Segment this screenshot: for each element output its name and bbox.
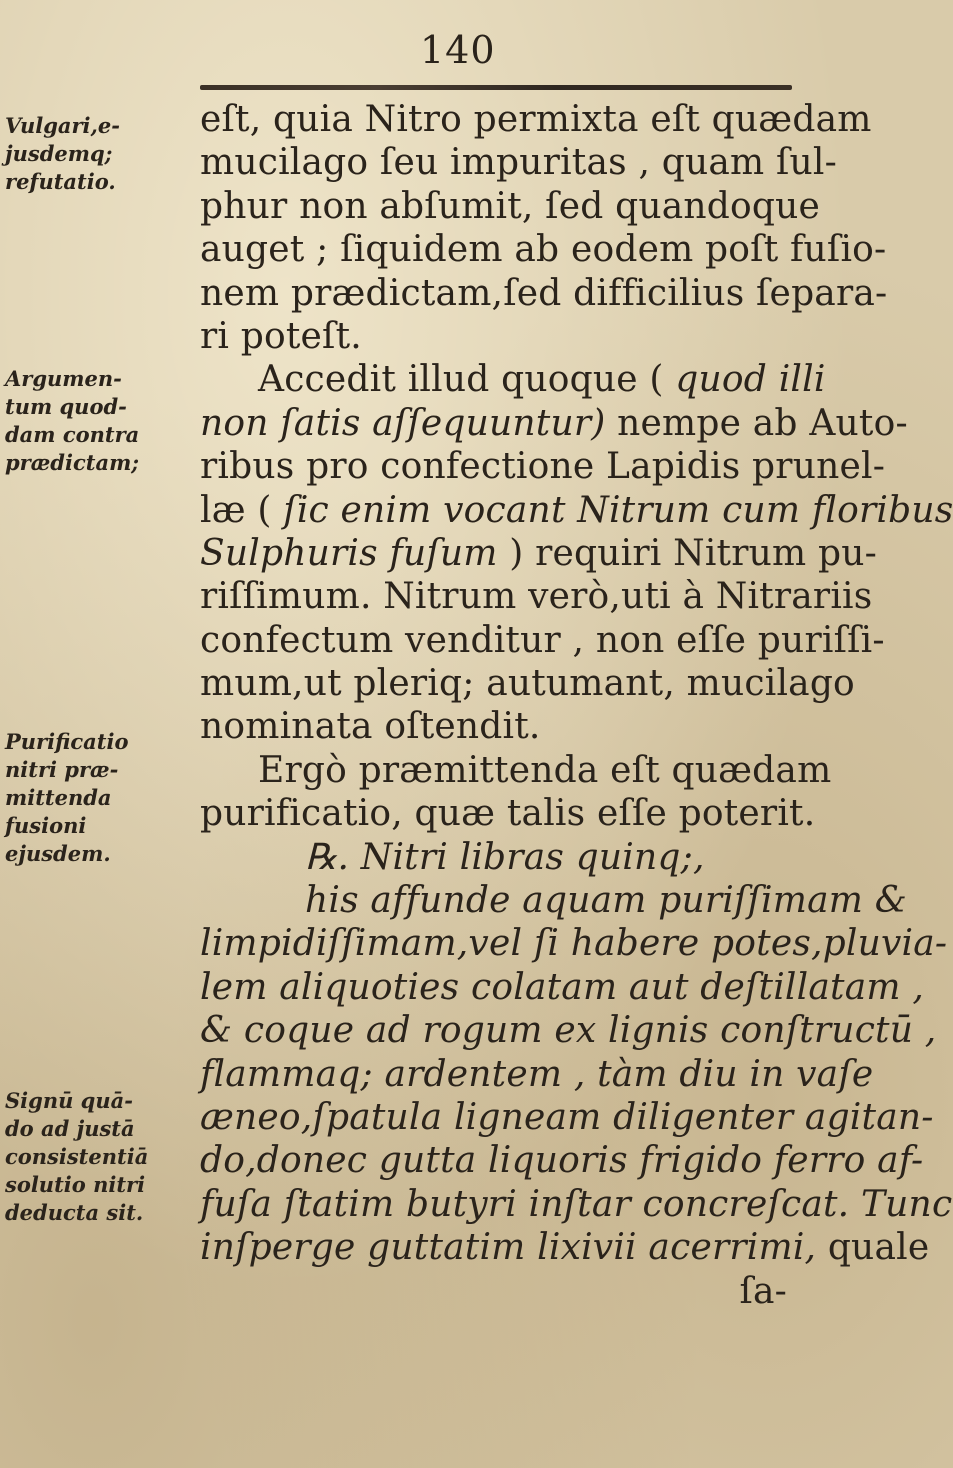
- marginal-note-line: Vulgari,e-: [5, 113, 120, 138]
- marginal-note-line: nitri præ-: [5, 757, 119, 782]
- text-run-italic: quod illi: [675, 359, 826, 401]
- marginal-note-line: refutatio.: [5, 169, 116, 194]
- marginal-note-line: Signū quā-: [5, 1088, 133, 1113]
- marginal-note-line: fusioni: [5, 813, 87, 838]
- text-line: [200, 1226, 930, 1269]
- text-line: mum,ut pleriq; autumant, mucilago: [200, 663, 855, 705]
- text-run-italic: ſic enim vocant Nitrum cum floribus: [283, 489, 953, 531]
- text-line: ribus pro confectione Lapidis prunel-: [200, 446, 886, 488]
- text-line: [200, 402, 908, 445]
- text-line: Ergò præmittenda eſt quædam: [258, 749, 832, 791]
- text-line: mucilago ſeu impuritas , quam ſul-: [200, 142, 837, 184]
- text-run: quale: [816, 1227, 930, 1269]
- text-line: nem prædictam,ſed difficilius ſepara-: [200, 272, 888, 314]
- marginal-note-line: solutio nitri: [5, 1172, 146, 1197]
- catchword: ſa-: [739, 1270, 787, 1312]
- marginal-note-line: prædictam;: [5, 450, 140, 475]
- marginal-note-line: dam contra: [5, 422, 140, 447]
- marginal-note-argument: [5, 365, 139, 477]
- text-line: confectum venditur , non eſſe puriſſi-: [200, 619, 885, 661]
- marginal-note-line: tum quod-: [5, 394, 127, 419]
- marginal-note-line: consistentiā: [5, 1144, 149, 1169]
- marginal-note-line: do ad justā: [5, 1116, 135, 1141]
- text-line: [200, 532, 877, 575]
- marginal-note-signum: [5, 1087, 148, 1227]
- marginal-note-line: Purificatio: [5, 729, 129, 754]
- text-line: lem aliquoties colatam aut deſtillatam ,: [200, 966, 924, 1008]
- marginal-note-line: jusdemq;: [5, 141, 113, 166]
- marginal-note-purification: [5, 728, 128, 868]
- text-line: flammaq; ardentem , tàm diu in vaſe: [200, 1053, 874, 1095]
- marginal-note-line: ejusdem.: [5, 841, 111, 866]
- text-line: his affunde aquam puriſſimam &: [305, 880, 907, 922]
- text-line: phur non abſumit, ſed quandoque: [200, 185, 821, 227]
- marginal-note-refutation: [5, 112, 120, 196]
- marginal-note-line: deducta sit.: [5, 1200, 144, 1225]
- text-run: læ (: [200, 489, 284, 531]
- text-line: nominata oſtendit.: [200, 706, 541, 748]
- text-run: nempe ab Auto-: [605, 402, 908, 444]
- marginal-note-line: mittenda: [5, 785, 112, 810]
- text-line: [200, 489, 953, 532]
- page-number: 140: [420, 28, 496, 72]
- text-run: Accedit illud quoque (: [258, 359, 676, 401]
- body-text: [200, 98, 953, 1313]
- text-line: do,donec gutta liquoris frigido ferro af-: [200, 1140, 924, 1182]
- text-line: riſſimum. Nitrum verò,uti à Nitrariis: [200, 576, 873, 618]
- marginalia: [0, 0, 195, 1468]
- text-line: & coque ad rogum ex lignis conſtructū ,: [200, 1010, 937, 1052]
- text-line: [200, 358, 826, 401]
- text-line: æneo,ſpatula ligneam diligenter agitan-: [200, 1096, 934, 1138]
- text-line: ri poteſt.: [200, 315, 362, 357]
- text-line: purificatio, quæ talis eſſe poterit.: [200, 793, 816, 835]
- marginal-note-line: Argumen-: [5, 366, 122, 391]
- text-line: eſt, quia Nitro permixta eſt quædam: [200, 99, 872, 140]
- text-run-italic: Sulphuris fuſum: [200, 532, 498, 574]
- text-run: ) requiri Nitrum pu-: [497, 532, 877, 574]
- text-line: ℞. Nitri libras quinq;,: [305, 836, 705, 878]
- text-run-italic: non ſatis aſſequuntur): [200, 402, 606, 444]
- text-run-italic: inſperge guttatim lixivii acerrimi,: [200, 1227, 817, 1269]
- text-line: fuſa ſtatim butyri inſtar concreſcat. Tunc: [200, 1183, 953, 1225]
- header-rule: [200, 85, 792, 90]
- text-line: auget ; ſiquidem ab eodem poſt fuſio-: [200, 229, 887, 271]
- text-line: limpidiſſimam,vel ſi habere potes,pluvia-: [200, 923, 948, 965]
